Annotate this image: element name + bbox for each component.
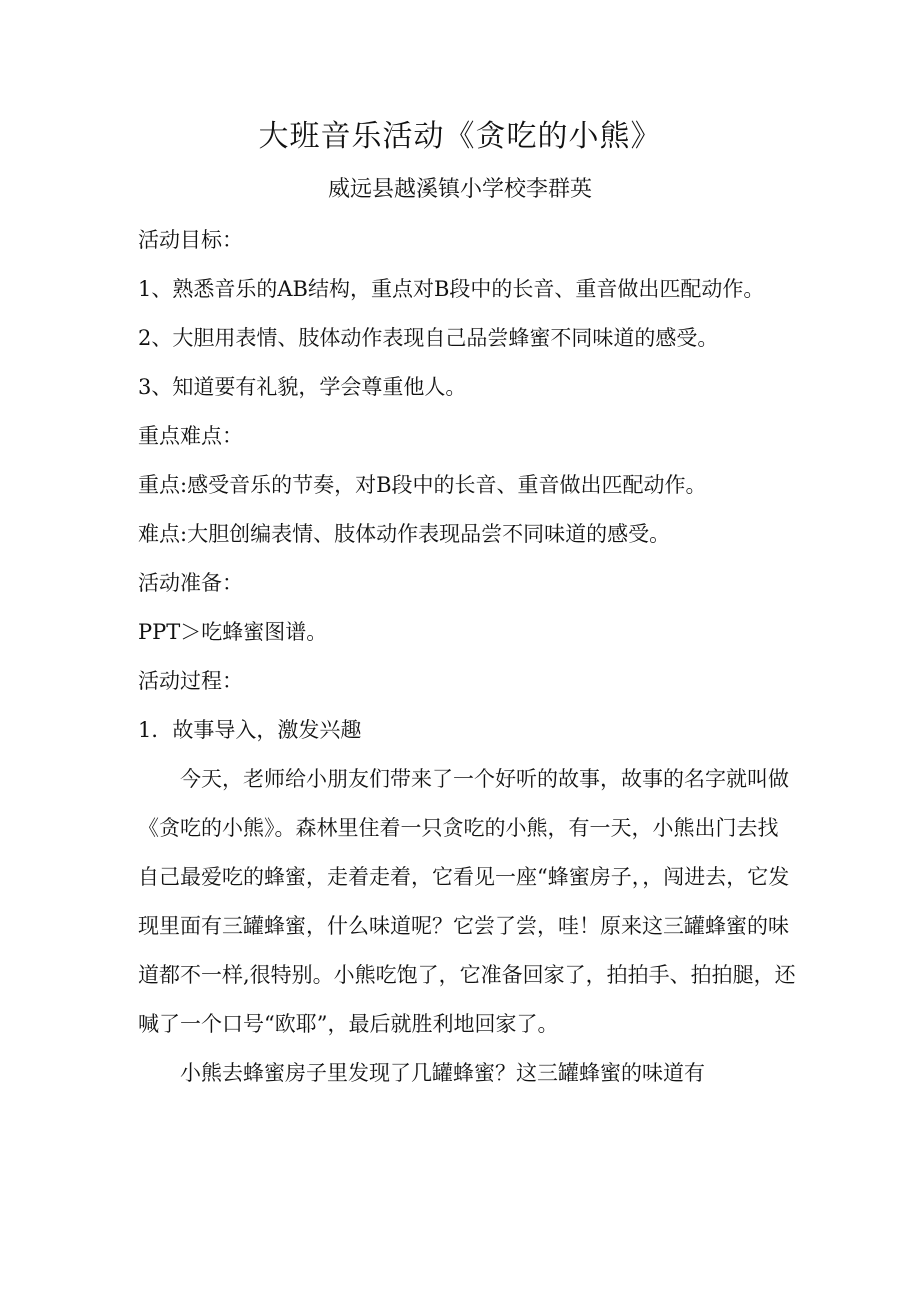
key-points-heading: 重点难点： (138, 424, 243, 448)
goal-item-1: 1、熟悉音乐的AB结构，重点对B段中的长音、重音做出匹配动作。 (138, 277, 765, 301)
goal-item-3: 3、知道要有礼貌，学会尊重他人。 (138, 375, 467, 399)
document-title: 大班音乐活动《贪吃的小熊》 (258, 119, 662, 154)
goals-heading: 活动目标： (138, 228, 243, 252)
step-1-heading: 1．故事导入，激发兴趣 (138, 718, 362, 742)
question-paragraph: 小熊去蜂蜜房子里发现了几罐蜂蜜？这三罐蜂蜜的味道有 (180, 1061, 705, 1085)
prep-item: PPT＞吃蜂蜜图谱。 (138, 620, 328, 644)
document-body (138, 216, 798, 1098)
goal-item-2: 2、大胆用表情、肢体动作表现自己品尝蜂蜜不同味道的感受。 (138, 326, 719, 350)
key-point: 重点:感受音乐的节奏，对B段中的长音、重音做出匹配动作。 (138, 473, 707, 497)
prep-heading: 活动准备： (138, 571, 243, 595)
process-heading: 活动过程： (138, 669, 243, 693)
story-paragraph: 今天，老师给小朋友们带来了一个好听的故事，故事的名字就叫做《贪吃的小熊》。森林里住着一只贪吃的小熊，有一天，小熊出门去找自己最爱吃的蜂蜜，走着走着，它看见一座“蜂蜜房子，，闯进去，它发现里面有三罐蜂蜜，什么味道呢？它尝了尝，哇！原来这三罐蜂蜜的味道都不一样,很特别。小熊吃饱了，它准备回家了，拍拍手、拍拍腿，还喊了一个口号“欧耶”，最后就胜利地回家了。 (138, 767, 796, 1036)
difficult-point: 难点:大胆创编表情、肢体动作表现品尝不同味道的感受。 (138, 522, 671, 546)
document-author: 威远县越溪镇小学校李群英 (327, 177, 592, 202)
